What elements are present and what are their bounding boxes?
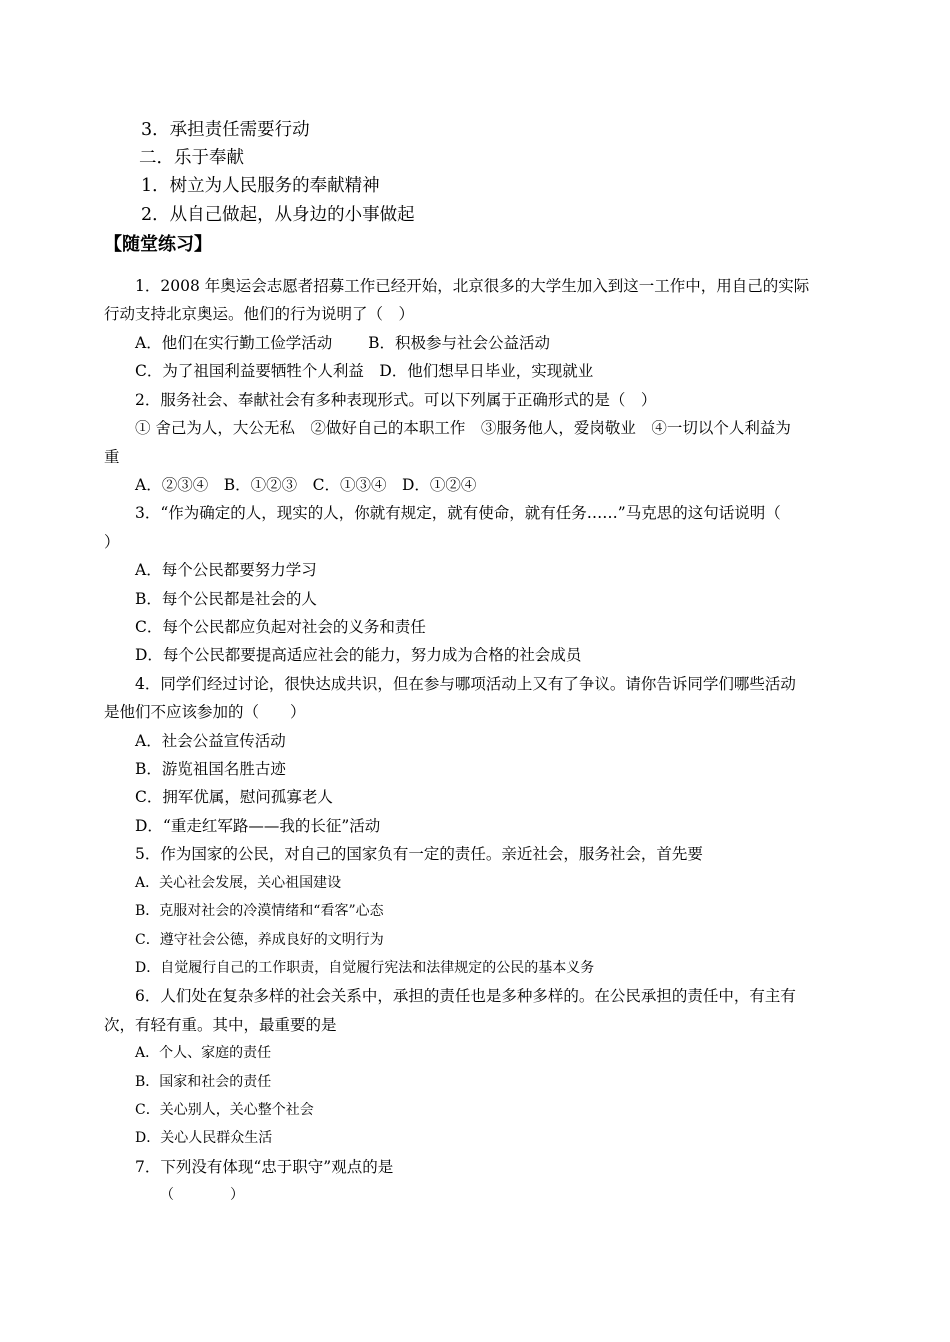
question-4-line-2: 是他们不应该参加的（ ） [104,703,306,721]
question-3-line-2: ） [104,533,120,551]
question-5-line-1: 5．作为国家的公民，对自己的国家负有一定的责任。亲近社会，服务社会，首先要 [135,845,703,863]
practice-heading: 【随堂练习】 [104,234,212,255]
question-5-option-d: D．自觉履行自己的工作职责，自觉履行宪法和法律规定的公民的基本义务 [135,960,595,976]
question-2-options: A．②③④ B．①②③ C．①③④ D．①②④ [135,476,477,494]
question-2-line-3: 重 [104,448,120,466]
question-3-option-a: A．每个公民都要努力学习 [135,561,317,579]
question-3-option-d: D．每个公民都要提高适应社会的能力，努力成为合格的社会成员 [135,646,582,664]
question-2-line-1: 2．服务社会、奉献社会有多种表现形式。可以下列属于正确形式的是（ ） [135,391,657,409]
question-6-option-c: C．关心别人，关心整个社会 [135,1102,314,1118]
outline-sub-2: 2．从自己做起，从身边的小事做起 [141,205,415,225]
question-4-option-a: A．社会公益宣传活动 [135,732,286,750]
question-6-option-a: A．个人、家庭的责任 [135,1045,272,1061]
question-6-line-1: 6．人们处在复杂多样的社会关系中，承担的责任也是多种多样的。在公民承担的责任中，有主有 [135,987,796,1005]
question-2-line-2: ① 舍己为人，大公无私 ②做好自己的本职工作 ③服务他人，爱岗敬业 ④一切以个人利益为 [135,419,791,437]
outline-sub-1: 1．树立为人民服务的奉献精神 [141,176,380,196]
question-3-line-1: 3．“作为确定的人，现实的人，你就有规定，就有使命，就有任务……”马克思的这句话说明（ [135,504,781,522]
question-3-option-c: C．每个公民都应负起对社会的义务和责任 [135,618,426,636]
question-4-option-d: D．“重走红军路——我的长征”活动 [135,817,381,835]
question-6-option-b: B．国家和社会的责任 [135,1074,272,1090]
question-3-option-b: B．每个公民都是社会的人 [135,590,317,608]
question-6-line-2: 次，有轻有重。其中，最重要的是 [104,1016,337,1034]
outline-item-3: 3．承担责任需要行动 [141,120,310,140]
question-4-option-c: C．拥军优属，慰问孤寡老人 [135,788,333,806]
question-1-line-2: 行动支持北京奥运。他们的行为说明了（ ） [104,305,415,323]
question-1-options-cd: C．为了祖国利益要牺牲个人利益 D．他们想早日毕业，实现就业 [135,362,594,380]
question-1-options-ab: A．他们在实行勤工俭学活动 B．积极参与社会公益活动 [135,334,551,352]
question-4-line-1: 4．同学们经过讨论，很快达成共识，但在参与哪项活动上又有了争议。请你告诉同学们哪些活动 [135,675,796,693]
question-1-line-1: 1．2008 年奥运会志愿者招募工作已经开始，北京很多的大学生加入到这一工作中，用自己的实际 [135,277,810,295]
question-5-option-a: A．关心社会发展，关心祖国建设 [135,875,342,891]
question-5-option-b: B．克服对社会的冷漠情绪和“看客”心态 [135,903,384,919]
question-5-option-c: C．遵守社会公德，养成良好的文明行为 [135,932,384,948]
question-6-option-d: D．关心人民群众生活 [135,1130,273,1146]
question-7-answer-blank: （ ） [160,1187,244,1203]
question-4-option-b: B．游览祖国名胜古迹 [135,760,286,778]
question-7-line-1: 7．下列没有体现“忠于职守”观点的是 [135,1158,394,1176]
outline-section-2: 二．乐于奉献 [139,148,244,168]
